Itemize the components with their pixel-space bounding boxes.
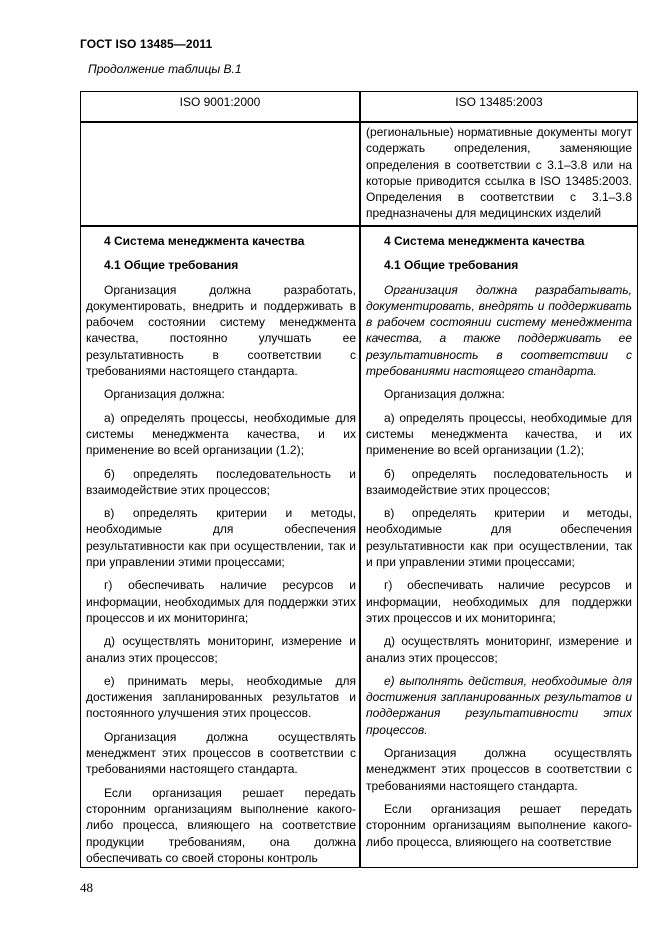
right-top-cell xyxy=(366,124,632,229)
right-section-heading: 4 Система менеджмента качества xyxy=(384,234,585,248)
standard-code-header: ГОСТ ISO 13485—2011 xyxy=(80,37,213,51)
column-divider xyxy=(359,92,361,867)
left-paragraph: Организация должна разработать, документировать, внедрить и поддерживать в рабочем состоянии систему менеджмента качества, постоянно улучшать ее результативность в соответствии с требованиями настоящего стандарта. xyxy=(86,282,356,379)
right-paragraph: Если организация решает передать сторонним организациям выполнение какого-либо процесса, влияющего на соответствие xyxy=(366,801,632,849)
right-paragraph: Организация должна разрабатывать, документировать, внедрять и поддерживать в рабочем состоянии систему менеджмента качества, а также поддерживать ее результативность в соответствии с требованиями настоящего стандарта. xyxy=(366,282,632,379)
left-list-item-a: а) определять процессы, необходимые для системы менеджмента качества, и их применение во всей организации (1.2); xyxy=(86,410,356,458)
left-list-item-e: д) осуществлять мониторинг, измерение и анализ этих процессов; xyxy=(86,634,356,665)
left-list-item-d: г) обеспечивать наличие ресурсов и информации, необходимых для поддержки этих процессов и их мониторинга; xyxy=(86,578,356,625)
left-paragraph: Если организация решает передать сторонним организациям выполнение какого-либо процесса, влияющего на соответствие продукции требованиям, она должна обеспечивать со своей стороны контроль xyxy=(86,785,356,865)
right-body-cell xyxy=(366,231,632,857)
right-list-item-f: е) выполнять действия, необходимые для достижения запланированных результатов и поддержания результативности этих процессов. xyxy=(366,673,632,737)
right-paragraph: Организация должна: xyxy=(384,387,505,402)
left-paragraph: Организация должна осуществлять менеджмент этих процессов в соответствии с требованиями настоящего стандарта. xyxy=(86,729,356,777)
comparison-table xyxy=(80,91,638,868)
left-list-item-c: в) определять критерии и методы, необходимые для обеспечения результативности как при осуществлении, так и при управлении этими процессами; xyxy=(86,506,356,570)
right-list-item-b: б) определять последовательность и взаимодействие этих процессов; xyxy=(366,466,632,497)
page-number: 48 xyxy=(80,880,93,895)
left-subsection-heading: 4.1 Общие требования xyxy=(104,258,239,273)
left-list-item-b: б) определять последовательность и взаимодействие этих процессов; xyxy=(86,466,356,497)
left-paragraph: Организация должна: xyxy=(104,387,225,402)
right-list-item-c: в) определять критерии и методы, необходимые для обеспечения результативности как при осуществлении, так и при управлении этими процессами; xyxy=(366,506,632,570)
right-top-text: (региональные) нормативные документы могут содержать определения, заменяющие определения в соответствии с 3.1–3.8 или на которые приводится ссылка в ISO 13485:2003. Определения в соответствии с 3.1–3.8 предназначены для медицинских изделий xyxy=(366,125,632,221)
left-section-heading: 4 Система менеджмента качества xyxy=(104,234,305,248)
left-list-item-f: е) принимать меры, необходимые для достижения запланированных результатов и постоянного улучшения этих процессов. xyxy=(86,673,356,721)
right-list-item-e: д) осуществлять мониторинг, измерение и анализ этих процессов; xyxy=(366,634,632,665)
left-body-cell xyxy=(86,231,356,873)
right-paragraph: Организация должна осуществлять менеджмент этих процессов в соответствии с требованиями настоящего стандарта. xyxy=(366,746,632,793)
column-header-iso13485: ISO 13485:2003 xyxy=(455,95,543,109)
right-list-item-d: г) обеспечивать наличие ресурсов и информации, необходимых для поддержки этих процессов и их мониторинга; xyxy=(366,578,632,625)
column-header-iso9001: ISO 9001:2000 xyxy=(179,95,261,109)
right-subsection-heading: 4.1 Общие требования xyxy=(384,258,519,273)
right-list-item-a: а) определять процессы, необходимые для системы менеджмента качества, и их применение во всей организации (1.2); xyxy=(366,410,632,458)
table-caption: Продолжение таблицы В.1 xyxy=(88,62,242,76)
